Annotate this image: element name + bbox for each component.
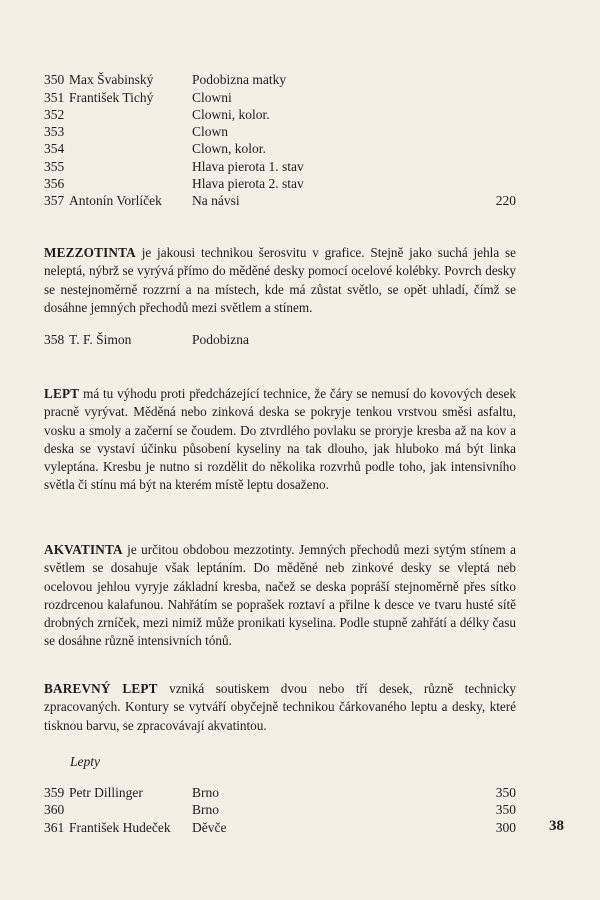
entry-title: Brno	[192, 802, 219, 817]
technique-term: BAREVNÝ LEPT	[44, 681, 158, 696]
entry-number: 359	[44, 785, 65, 800]
technique-description: má tu výhodu proti předcházející technice, že čáry se nemusí do kovových desek pracně vyrývat. Měděná nebo zinková deska se pokryje tenkou vrstvou směsi asfaltu, vosku a smoly a začerní se čoudem. Do ztvrdlého povlaku se proryje kresba až na kov a deska se vystaví účinku působení kyseliny na tak dlouho, jak hluboko má být linka vyleptána. Kresbu je nutno si rozdělit do několika rozvrhů podle toho, jak intensivního světla či stínu má být na kterém místě leptu dosaženo.	[44, 386, 516, 493]
entry-price: 220	[495, 193, 516, 208]
entry-number: 358	[44, 332, 65, 347]
entry-price: 350	[495, 802, 516, 817]
entry-title: Clown, kolor.	[192, 141, 266, 156]
entry-author: Petr Dillinger	[69, 785, 143, 800]
entry-number: 361	[44, 820, 65, 835]
technique-description: vzniká soutiskem dvou nebo tří desek, různě technicky zpracovaných. Kontury se vytváří obyčejně technikou čárkovaného leptu a desky, které tisknou barvu, se zpracovávají akvatintou.	[44, 681, 516, 733]
catalog-entry	[44, 140, 516, 158]
catalog-entry	[44, 89, 516, 107]
entry-number: 351	[44, 90, 65, 105]
catalog-entry	[44, 784, 516, 802]
catalog-entry	[44, 819, 516, 837]
catalog-entry	[44, 158, 516, 176]
entry-title: Na návsi	[192, 193, 240, 208]
entry-number: 352	[44, 107, 65, 122]
entry-title: Podobizna	[192, 332, 249, 347]
catalog-entry	[44, 106, 516, 124]
catalog-entry	[44, 175, 516, 193]
page-number: 38	[549, 818, 564, 834]
entry-author: T. F. Šimon	[69, 332, 132, 347]
entry-title: Podobizna matky	[192, 72, 287, 87]
entry-title: Clowni	[192, 90, 232, 105]
entry-number: 353	[44, 124, 65, 139]
entry-price: 350	[495, 785, 516, 800]
entry-price: 300	[495, 820, 516, 835]
technique-term: LEPT	[44, 386, 80, 401]
akvatinta-paragraph	[44, 541, 516, 651]
technique-term: MEZZOTINTA	[44, 245, 136, 260]
entry-title: Hlava pierota 2. stav	[192, 176, 304, 191]
entry-author: Antonín Vorlíček	[69, 193, 162, 208]
entry-title: Hlava pierota 1. stav	[192, 159, 304, 174]
section-heading-lepty: Lepty	[70, 754, 100, 769]
barevny-lept-paragraph	[44, 680, 516, 735]
entry-number: 356	[44, 176, 65, 191]
entry-title: Clown	[192, 124, 229, 139]
entry-title: Děvče	[192, 820, 227, 835]
entry-number: 350	[44, 72, 65, 87]
entry-number: 354	[44, 141, 65, 156]
lept-paragraph	[44, 385, 516, 495]
entry-author: František Hudeček	[69, 820, 171, 835]
entry-author: František Tichý	[69, 90, 154, 105]
catalog-entry	[44, 192, 516, 210]
catalog-entry	[44, 801, 516, 819]
entry-title: Brno	[192, 785, 219, 800]
technique-term: AKVATINTA	[44, 542, 123, 557]
catalog-entry	[44, 123, 516, 141]
entry-author: Max Švabinský	[69, 72, 154, 87]
mezzotinta-paragraph	[44, 244, 516, 317]
entry-number: 355	[44, 159, 65, 174]
technique-description: je jakousi technikou šerosvitu v grafice. Stejně jako suchá jehla se neleptá, nýbrž se vyrývá přímo do měděné desky pomocí ocelové kolébky. Povrch desky se nestejnoměrně rozzrní a na místech, kde má zůstat světlo, se opět uhladí, čímž se dosáhne jemných přechodů mezi světlem a stínem.	[44, 245, 516, 315]
technique-description: je určitou obdobou mezzotinty. Jemných přechodů mezi sytým stínem a světlem se dosahuje však leptáním. Do měděné neb zinkové desky se vleptá neb ocelovou jehlou vyryje základní kresba, načež se deska popráší stejnoměrně přes sítko rozdrcenou kalafunou. Nahřátím se poprašek roztaví a přilne k desce ve tvaru husté sítě drobných zrníček, mezi nimiž může pronikati kyselina. Podle stupně zahřátí a délky času se dosáhne různě intensivních tónů.	[44, 542, 516, 649]
entry-number: 360	[44, 802, 65, 817]
catalog-entry	[44, 71, 516, 89]
catalog-entry	[44, 331, 516, 349]
entry-number: 357	[44, 193, 65, 208]
entry-title: Clowni, kolor.	[192, 107, 270, 122]
